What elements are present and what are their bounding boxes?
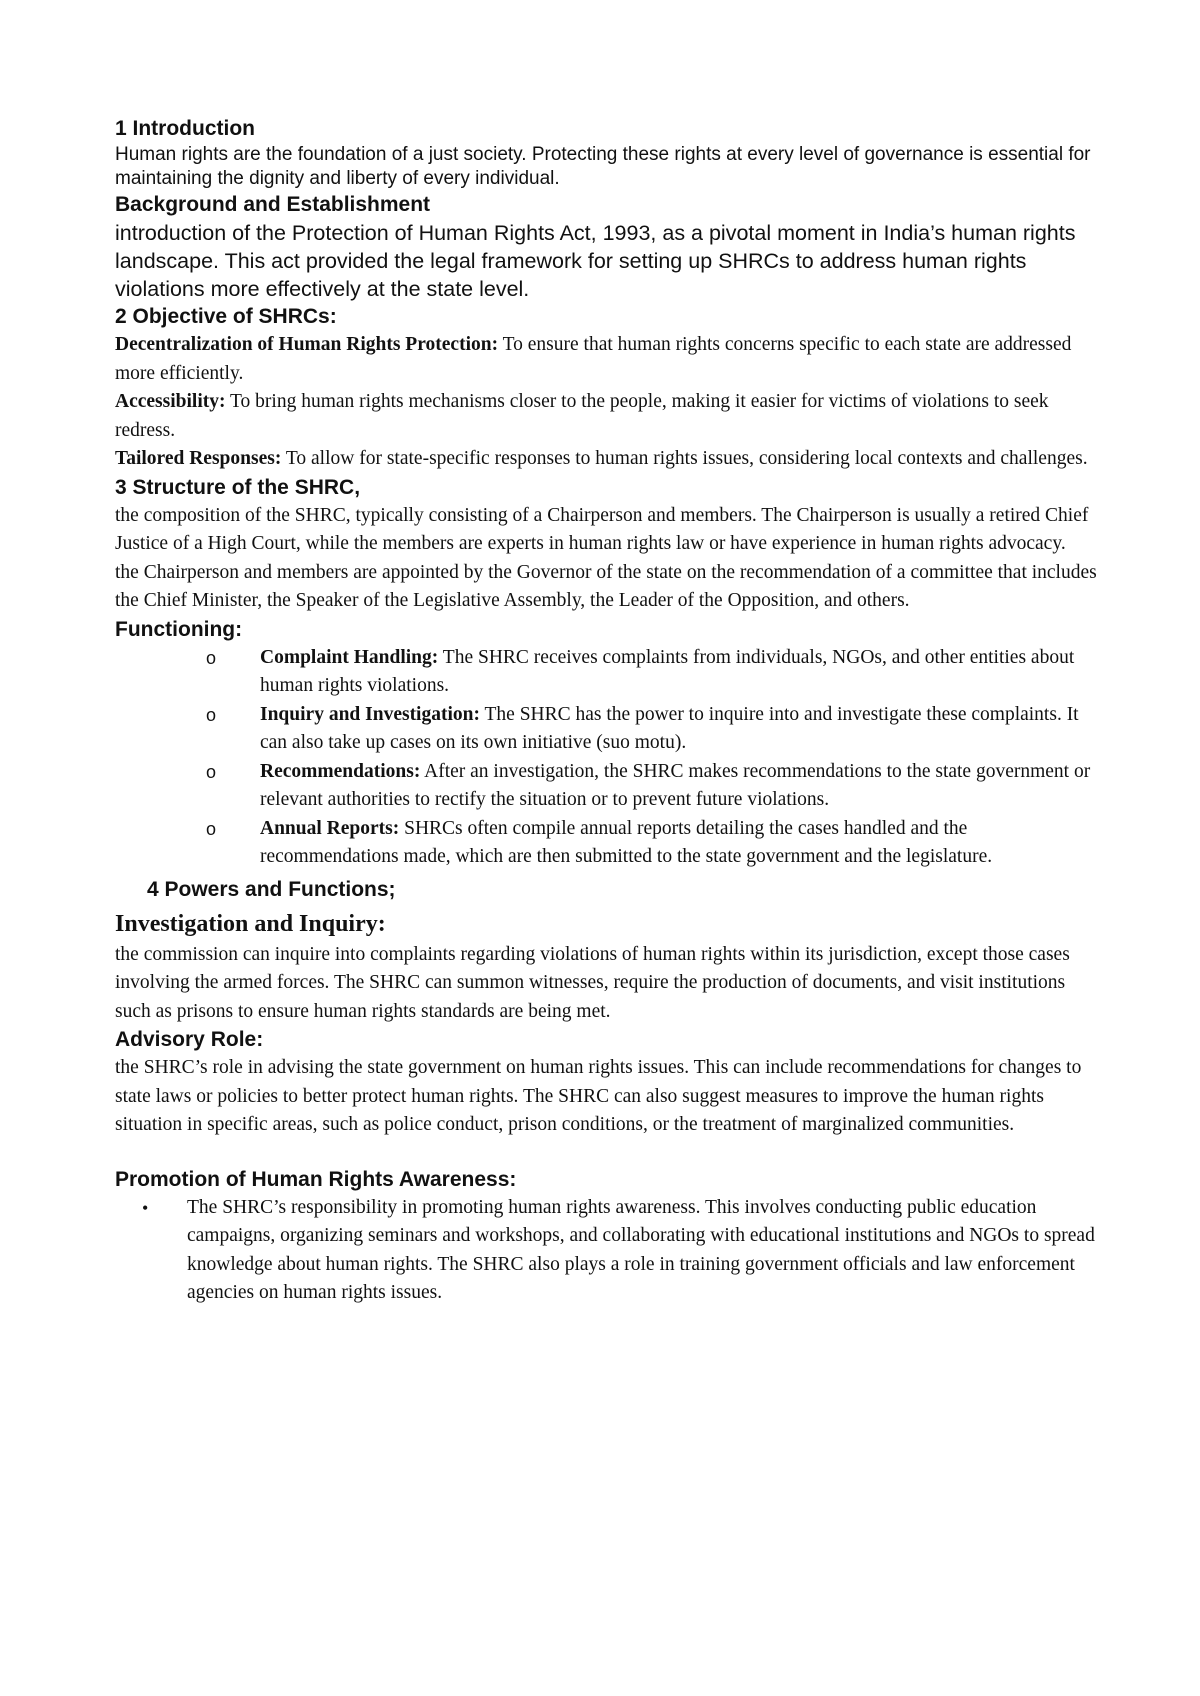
item-term: Inquiry and Investigation: (260, 703, 480, 725)
promotion-heading: Promotion of Human Rights Awareness: (115, 1167, 517, 1191)
list-item (206, 758, 1105, 815)
item-text: After an investigation, the SHRC makes recommendations to the state government or relevant authorities to rectify the situation or to prevent future violations. (260, 760, 1091, 810)
structure-paragraph-1: the composition of the SHRC, typically consisting of a Chairperson and members. The Chairperson is usually a retired Chief Justice of a High Court, while the members are experts in human rights law or have experience in human rights advocacy. (115, 504, 1089, 554)
objective-item (115, 445, 1105, 474)
list-item (206, 701, 1105, 758)
intro-heading: 1 Introduction (115, 117, 255, 140)
advisory-heading: Advisory Role: (115, 1028, 264, 1051)
objective-text: To bring human rights mechanisms closer to the people, making it easier for victims of violations to seek redress. (115, 391, 1049, 441)
objective-item (115, 331, 1105, 388)
objective-heading: 2 Objective of SHRCs: (115, 305, 337, 328)
objective-text: To ensure that human rights concerns specific to each state are addressed more efficiently. (115, 334, 1072, 384)
list-bullet: o (206, 761, 217, 782)
promotion-list (115, 1194, 1105, 1308)
investigation-heading: Investigation and Inquiry: (115, 910, 386, 937)
background-heading: Background and Establishment (115, 193, 431, 216)
objective-term: Accessibility: (115, 391, 226, 412)
document-page (115, 115, 1105, 1308)
item-term: Complaint Handling: (260, 646, 439, 668)
intro-text: Human rights are the foundation of a just society. Protecting these rights at every level of governance is essential for maintaining the dignity and liberty of every individual. (115, 144, 1091, 189)
list-bullet: • (142, 1197, 149, 1218)
list-bullet: o (206, 704, 217, 725)
objective-text: To allow for state-specific responses to human rights issues, considering local contexts and challenges. (281, 448, 1088, 469)
list-item (142, 1194, 1105, 1308)
list-item (206, 815, 1105, 872)
functioning-heading: Functioning: (115, 617, 243, 641)
structure-paragraph-2: the Chairperson and members are appointed by the Governor of the state on the recommendation of a committee that includes the Chief Minister, the Speaker of the Legislative Assembly, the Leader of the Opposition, and others. (115, 561, 1097, 611)
item-text: The SHRC receives complaints from individuals, NGOs, and other entities about human rights violations. (260, 646, 1075, 696)
item-term: Annual Reports: (260, 817, 400, 839)
item-text: The SHRC’s responsibility in promoting human rights awareness. This involves conducting public education campaigns, organizing seminars and workshops, and collaborating with educational institutions and NGOs to spread knowledge about human rights. The SHRC also plays a role in training government officials and law enforcement agencies on human rights issues. (187, 1196, 1095, 1303)
functioning-list (115, 644, 1105, 872)
structure-heading: 3 Structure of the SHRC, (115, 475, 361, 499)
background-text: introduction of the Protection of Human Rights Act, 1993, as a pivotal moment in India’s human rights landscape. This act provided the legal framework for setting up SHRCs to address human rights violations more effectively at the state level. (115, 221, 1076, 301)
item-term: Recommendations: (260, 760, 421, 782)
objective-item (115, 388, 1105, 445)
objective-term: Tailored Responses: (115, 448, 282, 469)
investigation-text: the commission can inquire into complaints regarding violations of human rights within its jurisdiction, except those cases involving the armed forces. The SHRC can summon witnesses, require the production of documents, and visit institutions such as prisons to ensure human rights standards are being met. (115, 943, 1070, 1022)
objective-term: Decentralization of Human Rights Protection: (115, 334, 499, 355)
advisory-text: the SHRC’s role in advising the state government on human rights issues. This can include recommendations for changes to state laws or policies to better protect human rights. The SHRC can also suggest measures to improve the human rights situation in specific areas, such as police conduct, prison conditions, or the treatment of marginalized communities. (115, 1057, 1082, 1135)
list-bullet: o (206, 647, 217, 668)
spacer (115, 1140, 1105, 1166)
powers-heading: 4 Powers and Functions; (147, 877, 396, 901)
item-text: The SHRC has the power to inquire into and investigate these complaints. It can also take up cases on its own initiative (suo motu). (260, 703, 1079, 753)
list-bullet: o (206, 818, 217, 839)
list-item (206, 644, 1105, 701)
item-text: SHRCs often compile annual reports detailing the cases handled and the recommendations made, which are then submitted to the state government and the legislature. (260, 817, 993, 867)
